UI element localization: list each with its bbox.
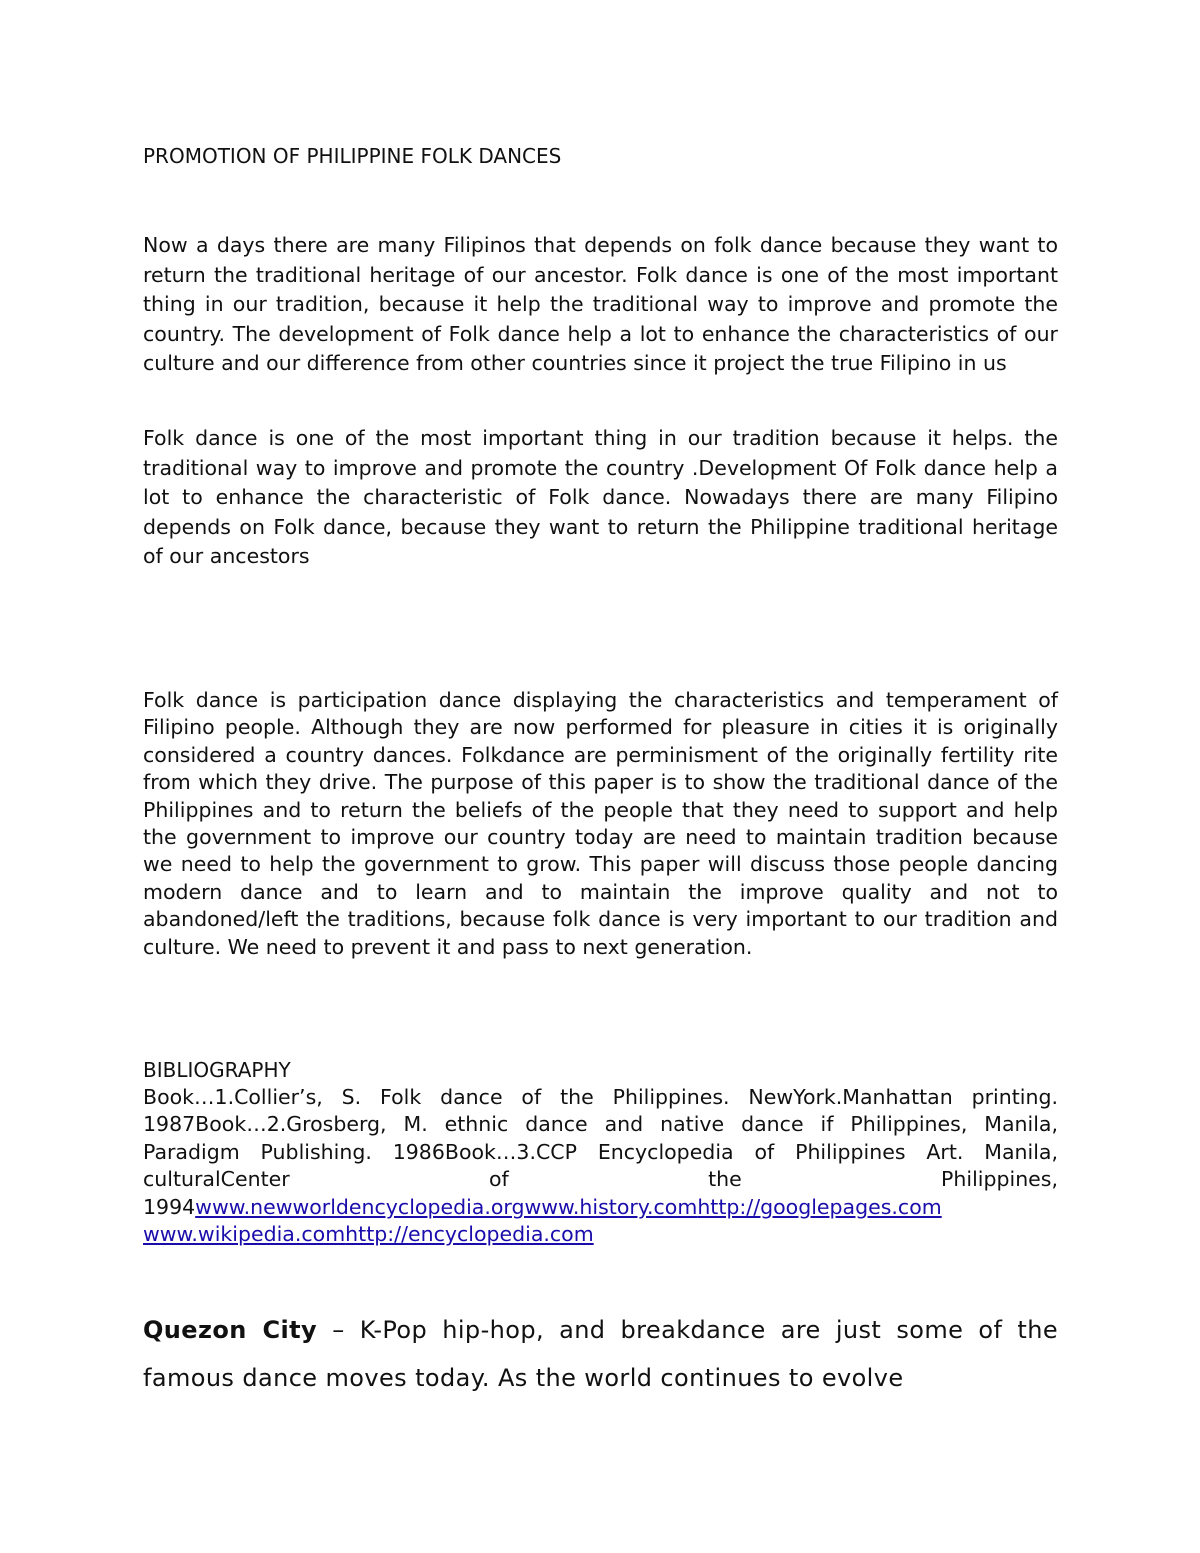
bibliography-entries (143, 1084, 1058, 1248)
news-dateline: Quezon City (143, 1316, 318, 1344)
news-paragraph (143, 1306, 1058, 1402)
bibliography-text: Book…1.Collier’s, S. Folk dance of the Philippines. NewYork.Manhattan printing. 1987Book…2.Grosberg, M. ethnic dance and native dance if Philippines, Manila, Paradigm Publishing. 1986Book…3.CCP Encyclopedia of Philippines Art. Manila, culturalCenter of the Philippines, 1994 (143, 1085, 1058, 1219)
link-encyclopedia[interactable]: http://encyclopedia.com (345, 1222, 594, 1247)
link-wikipedia[interactable]: www.wikipedia.com (143, 1222, 346, 1247)
link-history[interactable]: www.history.com (524, 1194, 698, 1219)
news-separator: – (317, 1316, 360, 1344)
paragraph-participation: Folk dance is participation dance displaying the characteristics and temperament of Filipino people. Although they are now performed for pleasure in cities it is originally considered a country dances. Folkdance are perminisment of the originally fertility rite from which they drive. The purpose of this paper is to show the traditional dance of the Philippines and to return the beliefs of the people that they need to support and help the government to improve our country today are need to maintain tradition because we need to help the government to grow. This paper will discuss those people dancing modern dance and to learn and to maintain the improve quality and not to abandoned/left the traditions, because folk dance is very important to our tradition and culture. We need to prevent it and pass to next generation. (143, 688, 1058, 959)
paragraph-intro: Now a days there are many Filipinos that depends on folk dance because they want to return the traditional heritage of our ancestor. Folk dance is one of the most important thing in our tradition, because it help the traditional way to improve and promote the country. The development of Folk dance help a lot to enhance the characteristics of our culture and our difference from other countries since it project the true Filipino in us (143, 233, 1058, 375)
bibliography-heading: BIBLIOGRAPHY (143, 1058, 291, 1082)
document-title: PROMOTION OF PHILIPPINE FOLK DANCES (143, 144, 562, 168)
news-text: K-Pop hip-hop, and breakdance are just some of the famous dance moves today. As the world continues to evolve (143, 1316, 1058, 1392)
link-newworldencyclopedia[interactable]: www.newworldencyclopedia.org (195, 1194, 525, 1219)
link-googlepages[interactable]: http://googlepages.com (697, 1194, 942, 1219)
paragraph-importance: Folk dance is one of the most important thing in our tradition because it helps. the traditional way to improve and promote the country .Development Of Folk dance help a lot to enhance the characteristic of Folk dance. Nowadays there are many Filipino depends on Folk dance, because they want to return the Philippine traditional heritage of our ancestors (143, 426, 1058, 568)
